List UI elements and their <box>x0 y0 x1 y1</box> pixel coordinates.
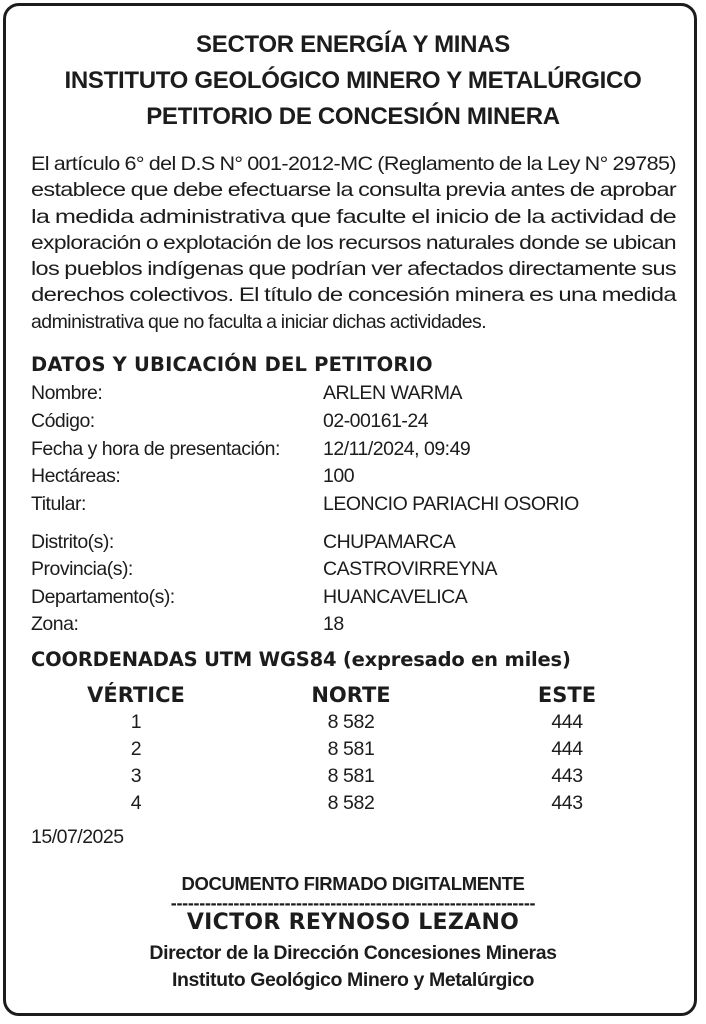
cell-vertice: 3 <box>130 765 142 787</box>
field-value-provincia: CASTROVIRREYNA <box>323 558 497 580</box>
cell-vertice: 4 <box>130 792 142 814</box>
header-sector: SECTOR ENERGÍA Y MINAS <box>196 31 510 58</box>
signature-divider: ---------------------------------------------------------------- <box>170 893 536 913</box>
cell-norte: 8 582 <box>327 792 375 814</box>
column-header-norte: NORTE <box>311 683 391 707</box>
field-value-distrito: CHUPAMARCA <box>323 531 456 553</box>
field-label-departamento: Departamento(s): <box>31 586 175 608</box>
intro-line: establece que debe efectuarse la consulta previa antes de aprobar <box>31 179 676 202</box>
intro-line: administrativa que no faculta a iniciar dichas actividades. <box>31 310 487 333</box>
field-value-hectareas: 100 <box>323 465 355 487</box>
signer-institution: Instituto Geológico Minero y Metalúrgico <box>171 969 535 991</box>
intro-paragraph <box>31 151 676 335</box>
cell-norte: 8 581 <box>327 738 375 760</box>
intro-line: exploración o explotación de los recursos naturales donde se ubican <box>31 231 676 254</box>
field-label-provincia: Provincia(s): <box>31 558 133 580</box>
publication-date: 15/07/2025 <box>31 826 124 848</box>
cell-norte: 8 581 <box>327 765 375 787</box>
cell-vertice: 2 <box>130 738 142 760</box>
cell-este: 443 <box>551 765 583 787</box>
section-title-coordenadas: COORDENADAS UTM WGS84 (expresado en miles) <box>31 648 571 671</box>
digital-signature-note: DOCUMENTO FIRMADO DIGITALMENTE <box>181 873 525 894</box>
field-label-nombre: Nombre: <box>31 382 103 404</box>
field-label-codigo: Código: <box>31 410 95 432</box>
intro-line: derechos colectivos. El título de concesión minera es una medida <box>31 284 676 307</box>
field-label-hectareas: Hectáreas: <box>31 465 121 487</box>
field-value-titular: LEONCIO PARIACHI OSORIO <box>323 493 579 515</box>
field-label-zona: Zona: <box>31 613 79 635</box>
cell-este: 443 <box>551 792 583 814</box>
intro-line: El artículo 6° del D.S N° 001-2012-MC (Reglamento de la Ley N° 29785) <box>31 153 676 175</box>
intro-line: los pueblos indígenas que podrían ver afectados directamente sus <box>31 258 676 281</box>
field-value-fecha: 12/11/2024, 09:49 <box>323 438 471 460</box>
section-title-datos: DATOS Y UBICACIÓN DEL PETITORIO <box>31 353 433 376</box>
cell-este: 444 <box>551 711 583 733</box>
header-institute: INSTITUTO GEOLÓGICO MINERO Y METALÚRGICO <box>64 67 642 94</box>
cell-este: 444 <box>551 738 583 760</box>
cell-norte: 8 582 <box>327 711 375 733</box>
field-label-distrito: Distrito(s): <box>31 531 114 553</box>
field-value-nombre: ARLEN WARMA <box>323 382 462 404</box>
field-value-codigo: 02-00161-24 <box>323 410 429 432</box>
header-petition-title: PETITORIO DE CONCESIÓN MINERA <box>146 103 560 130</box>
field-value-zona: 18 <box>323 613 344 635</box>
intro-line: la medida administrativa que faculte el inicio de la actividad de <box>31 205 676 228</box>
cell-vertice: 1 <box>130 711 142 733</box>
signer-name: VICTOR REYNOSO LEZANO <box>186 910 520 935</box>
field-value-departamento: HUANCAVELICA <box>323 586 468 608</box>
column-header-vertice: VÉRTICE <box>87 683 185 707</box>
field-label-titular: Titular: <box>31 493 86 515</box>
field-label-fecha: Fecha y hora de presentación: <box>31 438 280 460</box>
signer-role: Director de la Dirección Concesiones Mineras <box>149 942 557 964</box>
column-header-este: ESTE <box>537 683 597 707</box>
